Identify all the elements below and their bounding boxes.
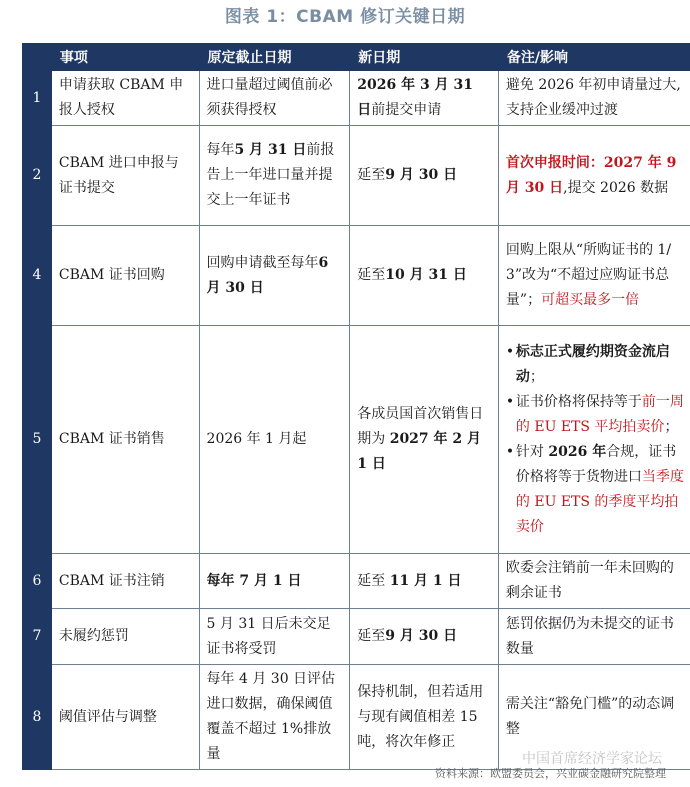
- new-date-text: 前提交申请: [371, 102, 442, 118]
- notes-text: 合规，证书价格将等于货物进口: [515, 443, 677, 485]
- original-deadline-cell: [199, 665, 350, 770]
- item-cell: CBAM 证书回购: [51, 226, 199, 326]
- new-date-cell: [350, 665, 499, 770]
- original-deadline-cell: [199, 609, 350, 665]
- notes-bullet-list: [506, 340, 684, 540]
- notes-text: 前一周的 EU ETS 平均拍卖价: [515, 393, 684, 435]
- original-deadline-cell: [199, 71, 350, 126]
- new-date-cell: [350, 71, 499, 126]
- item-cell: CBAM 证书销售: [51, 326, 199, 554]
- new-date-text: 2027 年 2 月 1 日: [357, 431, 482, 472]
- notes-text: 可超买最多一倍: [541, 292, 640, 308]
- source-note: 资料来源：欧盟委员会，兴业碳金融研究院整理: [435, 767, 666, 780]
- notes-text: 证书价格将保持等于: [515, 393, 642, 410]
- row-number: 6: [23, 554, 52, 609]
- row-number: 2: [23, 126, 52, 226]
- notes-text: 避免 2026 年初申请量过大,支持企业缓冲过渡: [505, 77, 681, 118]
- new-date-text: 11 月 1 日: [389, 572, 462, 589]
- table-row: [23, 71, 690, 126]
- table-row: [23, 665, 690, 770]
- table-row: [23, 126, 690, 226]
- new-date-text: 10 月 31 日: [385, 267, 467, 283]
- new-date-text: 9 月 30 日: [385, 628, 458, 644]
- notes-text: 标志正式履约期资金流启动: [515, 343, 670, 385]
- row-number: 4: [23, 226, 52, 326]
- notes-cell: [498, 609, 690, 665]
- notes-bullet-item: [506, 340, 684, 390]
- notes-cell: [498, 226, 690, 326]
- notes-text: 欧委会注销前一年未回购的剩余证书: [505, 560, 674, 601]
- row-number: 8: [23, 665, 52, 770]
- header-original-deadline: 原定截止日期: [199, 44, 350, 71]
- item-cell: 阈值评估与调整: [51, 665, 199, 770]
- notes-text: 针对: [515, 443, 549, 460]
- notes-cell: [498, 665, 690, 770]
- new-date-text: 延至: [357, 167, 386, 183]
- header-item: 事项: [51, 44, 199, 71]
- table-row: [23, 554, 690, 609]
- original-deadline-text: 2026 年 1 月起: [206, 431, 307, 447]
- original-deadline-text: 每年: [206, 142, 235, 158]
- notes-text: ,提交 2026 数据: [563, 179, 669, 196]
- new-date-cell: [350, 609, 499, 665]
- item-cell: CBAM 证书注销: [51, 554, 199, 609]
- notes-cell: [498, 326, 690, 554]
- notes-cell: [498, 126, 690, 226]
- original-deadline-cell: [199, 126, 350, 226]
- new-date-text: 各成员国首次销售日期为: [357, 406, 484, 447]
- header-num: [23, 44, 52, 71]
- original-deadline-text: 5 月 31 日: [234, 142, 307, 158]
- new-date-text: 9 月 30 日: [385, 167, 458, 183]
- header-row: [23, 44, 690, 71]
- notes-text: 当季度的 EU ETS 的季度平均拍卖价: [515, 468, 684, 535]
- new-date-text: 延至: [357, 267, 386, 283]
- notes-cell: [498, 71, 690, 126]
- notes-text: 惩罚依据仍为未提交的证书数量: [505, 615, 674, 657]
- original-deadline-text: 回购申请截至每年: [206, 254, 319, 271]
- original-deadline-text: 每年 4 月 30 日评估进口数据，确保阈值覆盖不超过 1%排放量: [206, 671, 336, 762]
- header-new-date: 新日期: [350, 44, 499, 71]
- original-deadline-text: 5 月 31 日后未交足证书将受罚: [206, 615, 331, 657]
- notes-text: 需关注“豁免门槛”的动态调整: [505, 696, 675, 737]
- table-row: [23, 609, 690, 665]
- figure-title: 图表 1：CBAM 修订关键日期: [224, 7, 466, 27]
- watermark: 中国首席经济学家论坛: [522, 751, 662, 767]
- notes-text: 回购上限从“所购证书的 1/3”改为“不超过应购证书总量”；: [505, 242, 672, 308]
- item-cell: 申请获取 CBAM 申报人授权: [51, 71, 199, 126]
- header-notes: 备注/影响: [498, 44, 690, 71]
- new-date-text: 保持机制，但若适用与现有阈值相差 15 吨，将次年修正: [357, 683, 484, 750]
- row-number: 5: [23, 326, 52, 554]
- new-date-cell: [350, 554, 499, 609]
- notes-text: ；: [664, 418, 679, 435]
- table-row: [23, 226, 690, 326]
- original-deadline-cell: [199, 554, 350, 609]
- new-date-text: 延至: [357, 628, 386, 644]
- notes-cell: [498, 554, 690, 609]
- original-deadline-cell: [199, 326, 350, 554]
- new-date-text: 延至: [357, 572, 390, 589]
- original-deadline-text: 每年 7 月 1 日: [206, 572, 302, 589]
- notes-bullet-item: [506, 440, 684, 540]
- notes-text: ；: [529, 368, 544, 385]
- item-cell: 未履约惩罚: [51, 609, 199, 665]
- notes-text: 首次申报时间：2027 年 9 月 30 日: [505, 154, 677, 196]
- new-date-cell: [350, 326, 499, 554]
- notes-bullet-item: [506, 390, 684, 440]
- item-cell: CBAM 进口申报与证书提交: [51, 126, 199, 226]
- original-deadline-text: 进口量超过阈值前必须获得授权: [206, 77, 333, 118]
- key-dates-table: [22, 43, 690, 770]
- row-number: 7: [23, 609, 52, 665]
- original-deadline-text: 前报告上一年进口量并提交上一年证书: [206, 142, 335, 208]
- new-date-text: 2026 年 3 月 31 日: [357, 77, 473, 118]
- table-row: [23, 326, 690, 554]
- new-date-cell: [350, 226, 499, 326]
- original-deadline-cell: [199, 226, 350, 326]
- notes-text: 2026 年: [548, 443, 607, 460]
- original-deadline-text: 6 月 30 日: [206, 254, 329, 296]
- new-date-cell: [350, 126, 499, 226]
- row-number: 1: [23, 71, 52, 126]
